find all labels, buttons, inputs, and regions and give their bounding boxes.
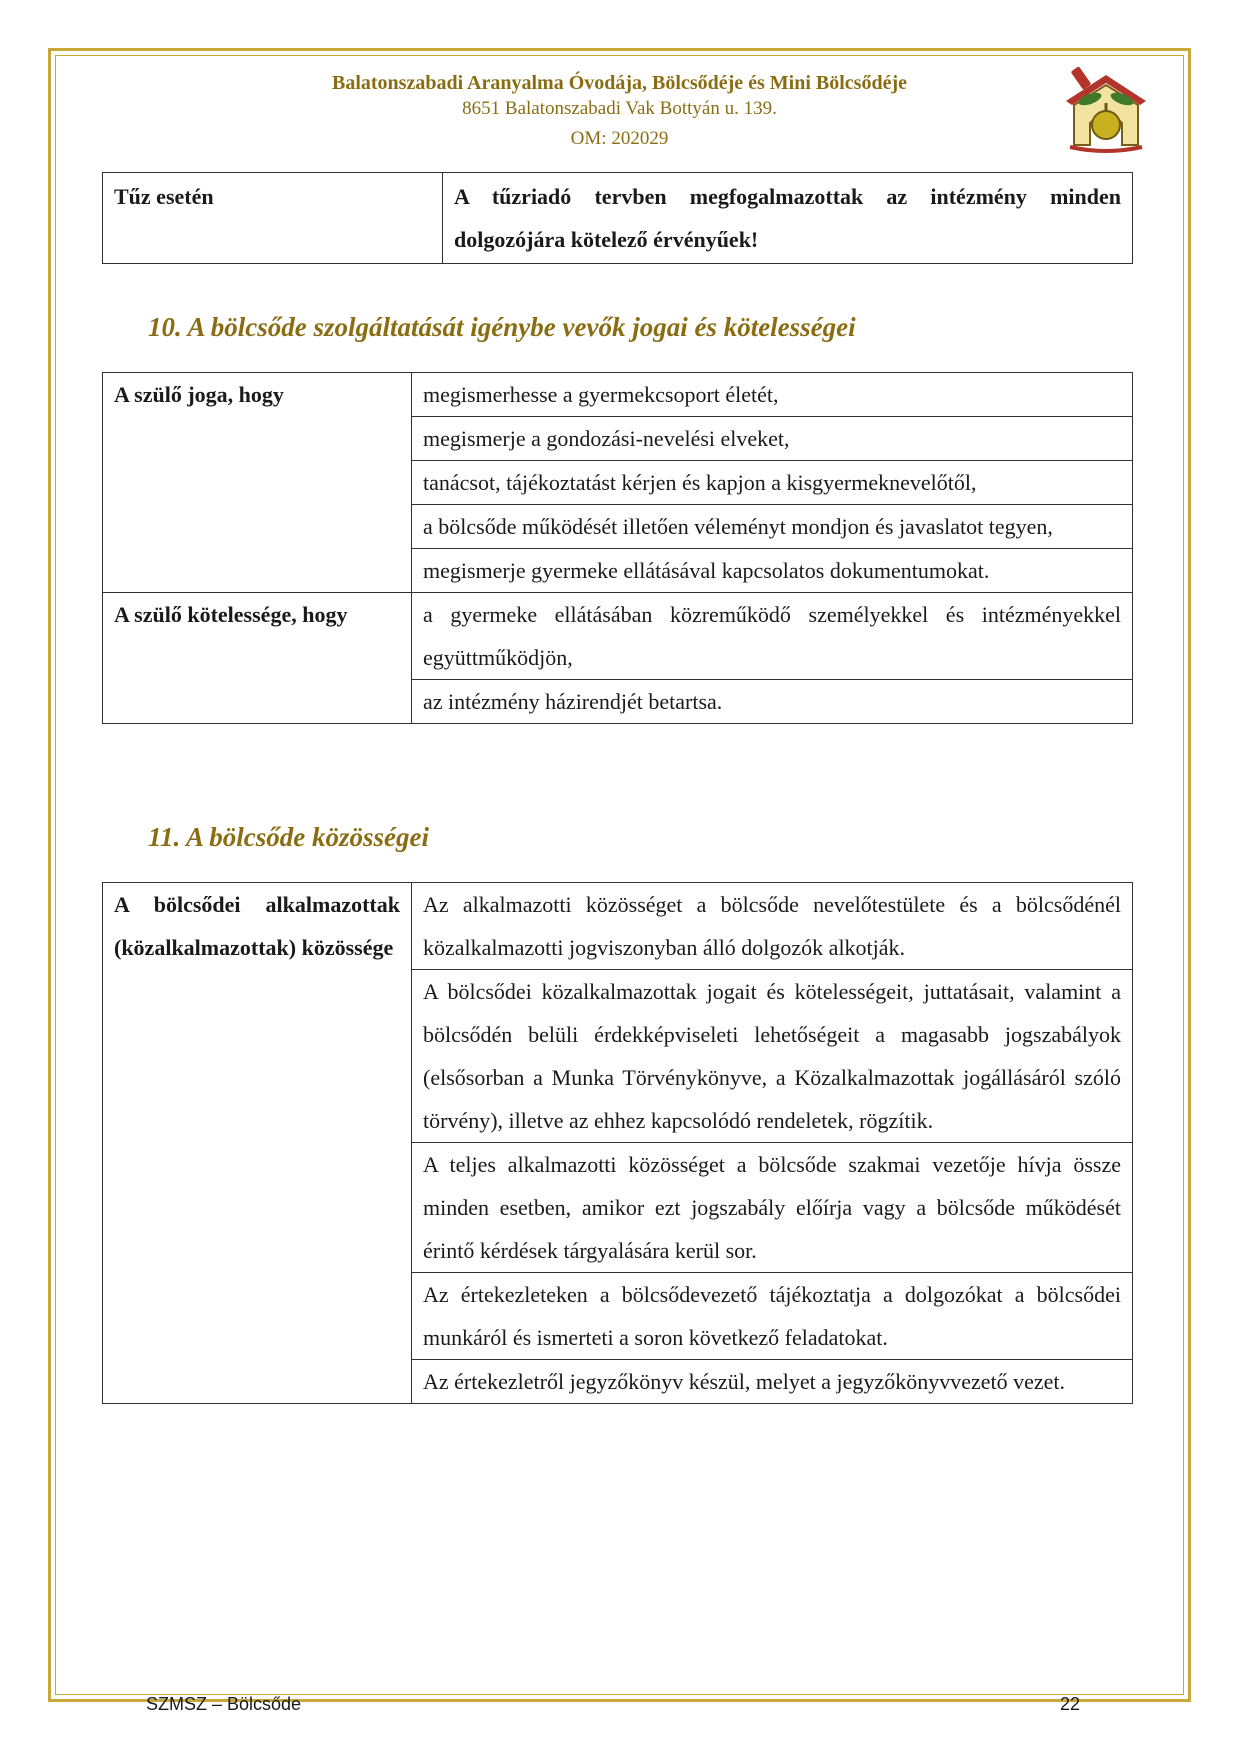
fire-text: A tűzriadó tervben megfogalmazottak az intézmény minden dolgozójára kötelező érvényűek! — [443, 173, 1133, 264]
staff-paragraph: Az értekezleteken a bölcsődevezető tájékoztatja a dolgozókat a bölcsődei munkáról és ismerteti a soron következő feladatokat. — [412, 1273, 1133, 1360]
table-row — [103, 173, 1133, 264]
rights-item: megismerhesse a gyermekcsoport életét, — [412, 373, 1133, 417]
staff-paragraph: Az értekezletről jegyzőkönyv készül, melyet a jegyzőkönyvvezető vezet. — [412, 1360, 1133, 1404]
staff-paragraph: Az alkalmazotti közösséget a bölcsőde nevelőtestülete és a bölcsődénél közalkalmazotti jogviszonyban álló dolgozók alkotják. — [412, 883, 1133, 970]
staff-paragraph: A bölcsődei közalkalmazottak jogait és kötelességeit, juttatásait, valamint a bölcsődén belüli érdekképviseleti lehetőségeit a magasabb jogszabályok (elsősorban a Munka Törvénykönyve, a Közalkalmazottak jogállásáról szóló törvény), illetve az ehhez kapcsolódó rendeletek, rögzítik. — [412, 970, 1133, 1143]
fire-table — [102, 172, 1133, 264]
table-row — [103, 883, 1133, 970]
footer-page-number: 22 — [1060, 1694, 1081, 1714]
rights-item: megismerje a gondozási-nevelési elveket, — [412, 417, 1133, 461]
rights-item: megismerje gyermeke ellátásával kapcsolatos dokumentumokat. — [412, 549, 1133, 593]
section-11-heading: 11. A bölcsőde közösségei — [148, 822, 429, 852]
om-number: OM: 202029 — [570, 128, 669, 149]
rights-label: A szülő joga, hogy — [103, 373, 412, 593]
duties-item: a gyermeke ellátásában közreműködő személyekkel és intézményekkel együttműködjön, — [412, 593, 1133, 680]
footer-document-name: SZMSZ – Bölcsőde — [146, 1694, 302, 1714]
staff-community-table — [102, 882, 1133, 1404]
staff-community-label: A bölcsődei alkalmazottak (közalkalmazottak) közössége — [103, 883, 412, 1404]
table-row — [103, 593, 1133, 680]
table-row — [103, 373, 1133, 417]
page-border-inner — [55, 55, 1184, 1695]
letterhead — [0, 70, 1239, 152]
fire-label: Tűz esetén — [103, 173, 443, 264]
organization-name: Balatonszabadi Aranyalma Óvodája, Bölcsődéje és Mini Bölcsődéje — [332, 72, 907, 94]
institution-logo-icon — [1060, 63, 1152, 155]
staff-paragraph: A teljes alkalmazotti közösséget a bölcsőde szakmai vezetője hívja össze minden esetben, amikor ezt jogszabály előírja vagy a bölcsőde működését érintő kérdések tárgyalására kerül sor. — [412, 1143, 1133, 1273]
section-10-heading: 10. A bölcsőde szolgáltatását igénybe vevők jogai és kötelességei — [148, 312, 856, 342]
rights-item: tanácsot, tájékoztatást kérjen és kapjon a kisgyermeknevelőtől, — [412, 461, 1133, 505]
parent-rights-duties-table — [102, 372, 1133, 724]
rights-item: a bölcsőde működését illetően véleményt mondjon és javaslatot tegyen, — [412, 505, 1133, 549]
organization-address: 8651 Balatonszabadi Vak Bottyán u. 139. — [462, 98, 777, 119]
duties-label: A szülő kötelessége, hogy — [103, 593, 412, 724]
duties-item: az intézmény házirendjét betartsa. — [412, 680, 1133, 724]
